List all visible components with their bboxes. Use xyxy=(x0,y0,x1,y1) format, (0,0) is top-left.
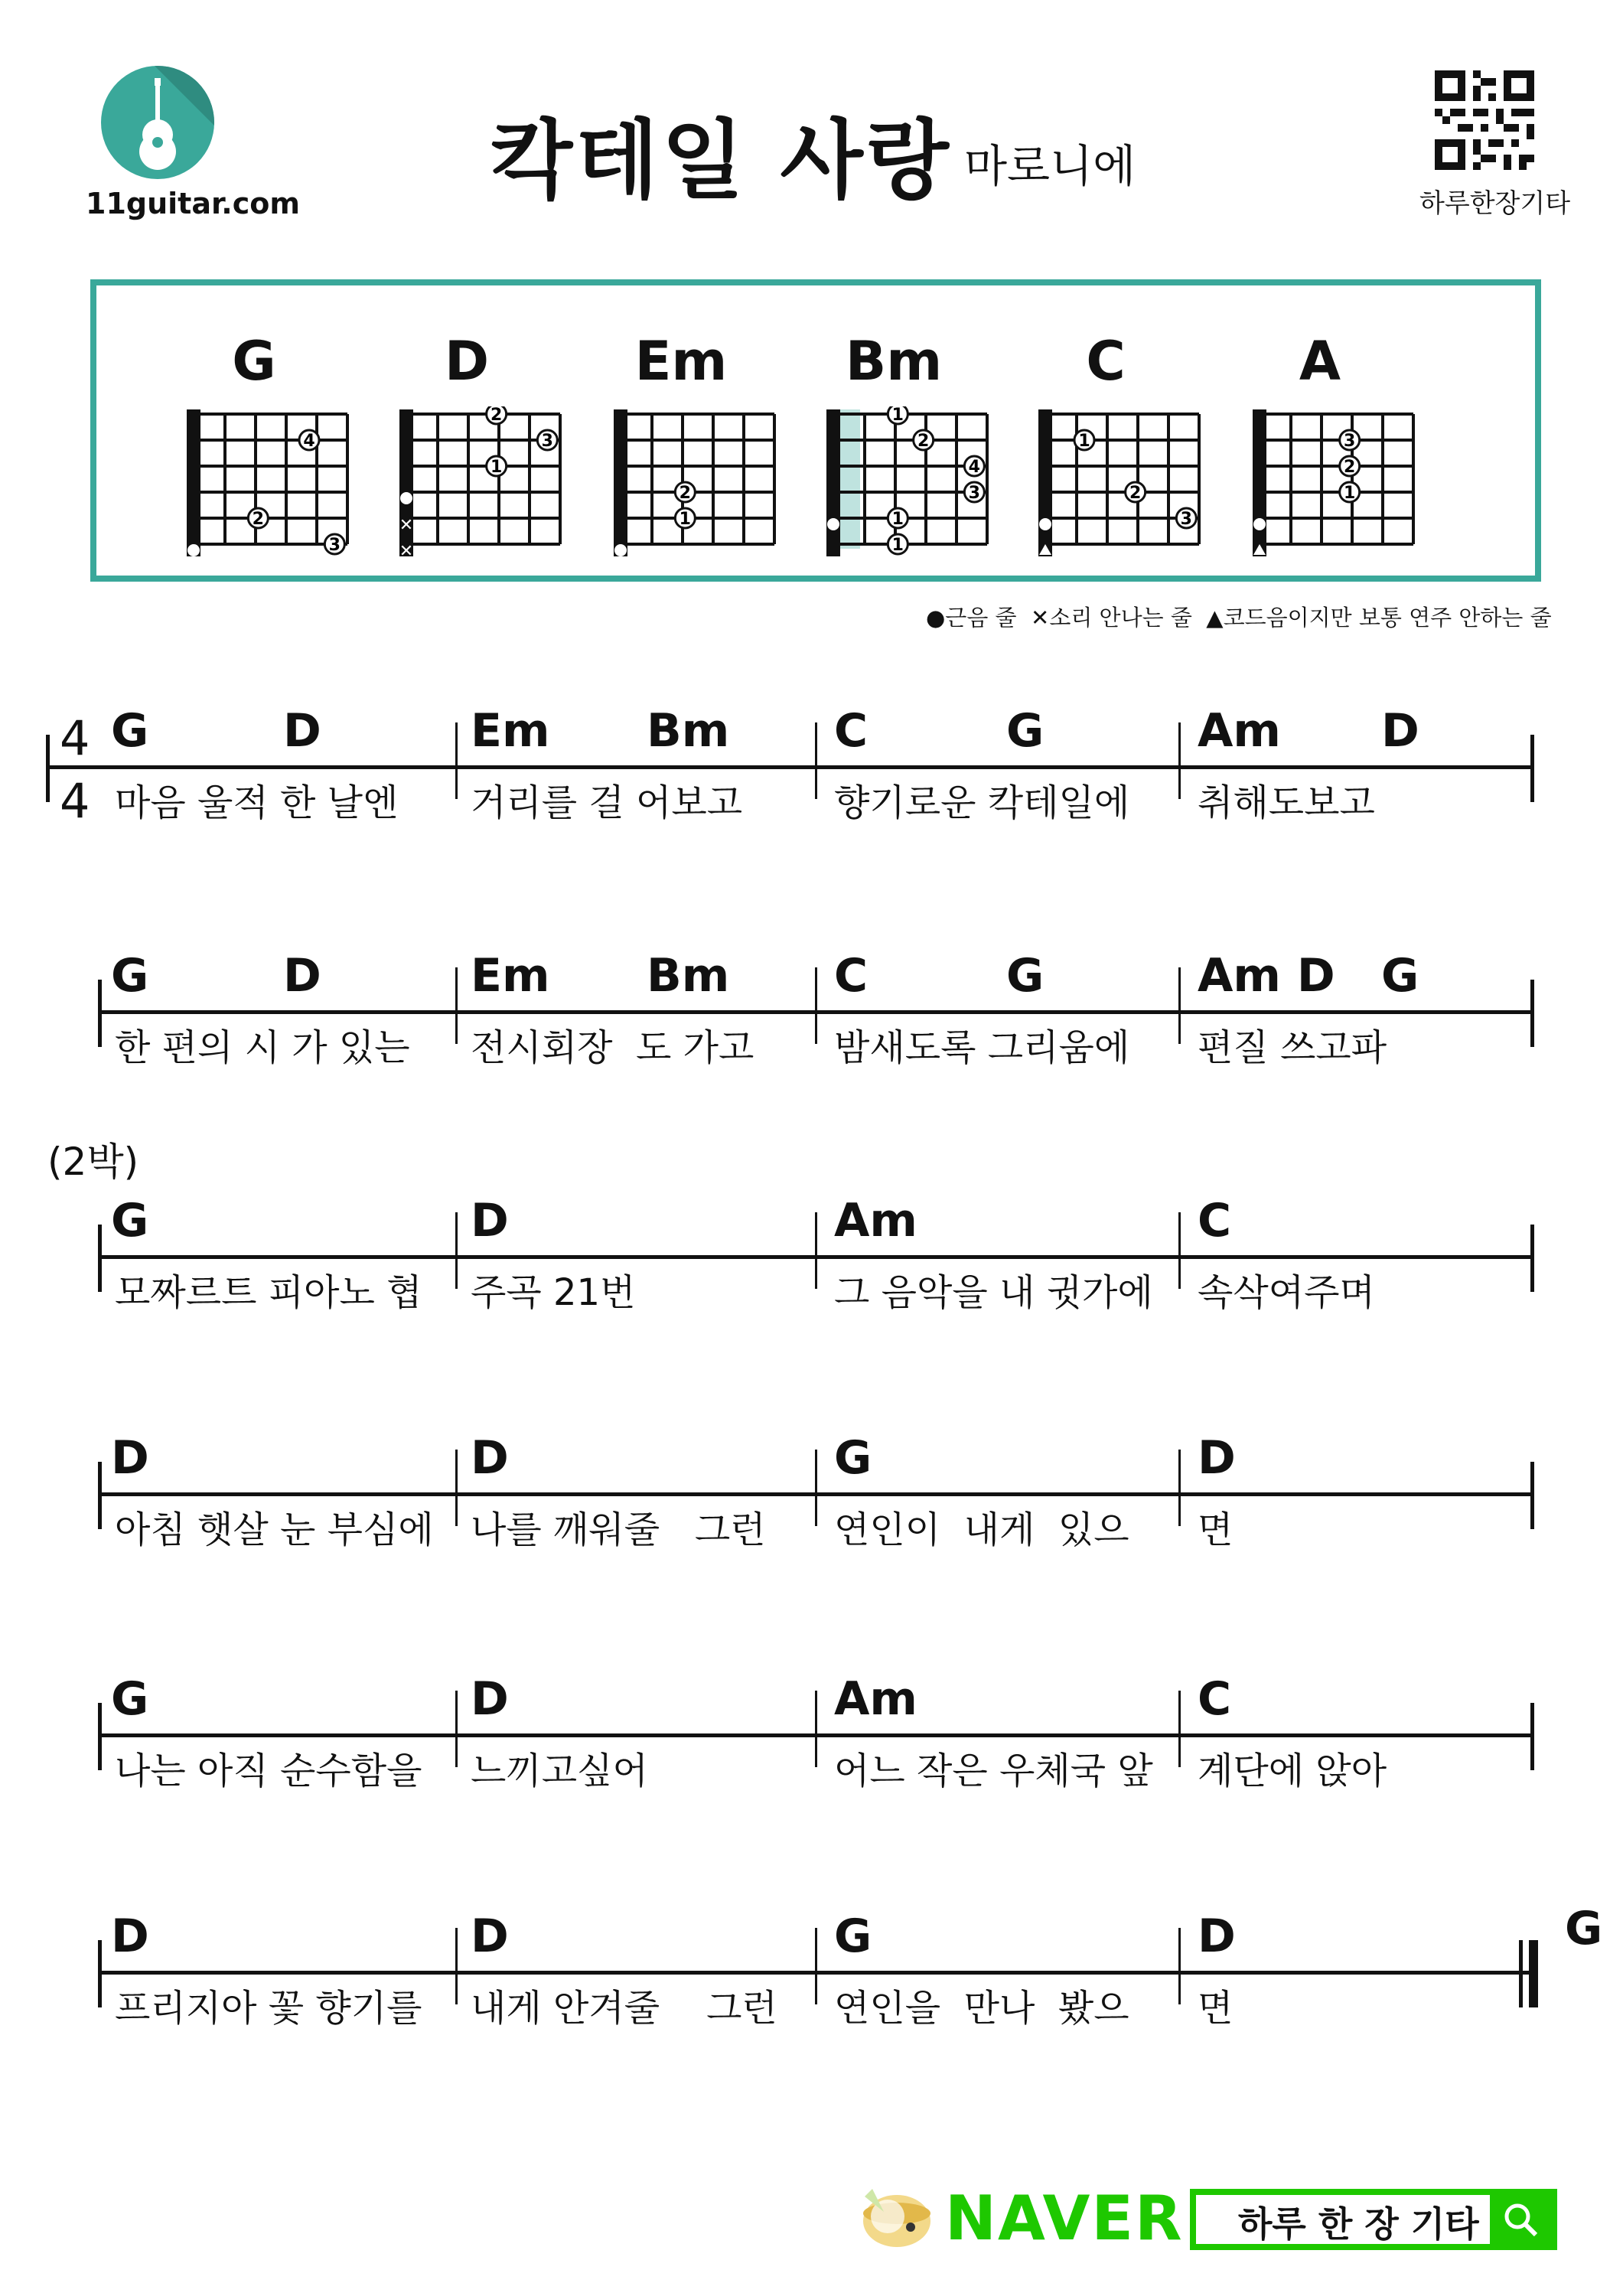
chord-symbol: D xyxy=(283,704,321,758)
chord-symbol: D xyxy=(111,1910,149,1963)
lyric-text: 주곡 21번 xyxy=(471,1271,636,1314)
chord-symbol: Am xyxy=(834,1194,917,1247)
chord-diagram-name: D xyxy=(444,330,490,393)
lyric-text: 그 음악을 내 귓가에 xyxy=(834,1271,1153,1314)
fretboard-grid xyxy=(1243,406,1427,575)
chord-symbol: C xyxy=(1198,1672,1232,1726)
chord-diagram-name: Em xyxy=(634,330,728,393)
lyric-text: 모짜르트 피아노 협 xyxy=(115,1271,422,1314)
svg-text:4: 4 xyxy=(968,458,980,477)
lyric-text: 한 편의 시 가 있는 xyxy=(115,1026,410,1069)
chord-diagram-name: C xyxy=(1086,330,1126,393)
chord-diagram-name: A xyxy=(1299,330,1341,393)
chord-symbol: G xyxy=(111,949,149,1003)
svg-text:2: 2 xyxy=(917,432,930,451)
svg-text:3: 3 xyxy=(968,484,980,503)
chord-diagram-bm xyxy=(817,330,1001,582)
svg-text:1: 1 xyxy=(891,536,904,555)
legend-optional: ▲코드음이지만 보통 연주 안하는 줄 xyxy=(1206,605,1552,631)
chord-diagram-c xyxy=(1029,330,1213,582)
lyric-text: 어느 작은 우체국 앞 xyxy=(834,1750,1153,1792)
chord-symbol: D xyxy=(471,1194,509,1247)
chord-symbol: G xyxy=(834,1431,872,1485)
lyric-text: 편질 쓰고파 xyxy=(1198,1026,1387,1069)
svg-text:1: 1 xyxy=(891,406,904,425)
qr-label: 하루한장기타 xyxy=(1419,188,1571,219)
chord-symbol: D xyxy=(471,1910,509,1963)
svg-text:1: 1 xyxy=(891,510,904,529)
svg-text:3: 3 xyxy=(1180,510,1192,529)
chord-symbol: Em xyxy=(471,949,550,1003)
svg-text:3: 3 xyxy=(328,536,341,555)
chord-symbol: G xyxy=(1381,949,1419,1003)
svg-text:1: 1 xyxy=(490,458,503,477)
chord-symbol: G xyxy=(1006,949,1045,1003)
svg-text:✕: ✕ xyxy=(399,516,414,535)
chord-symbol: G xyxy=(111,704,149,758)
lyric-text: 마음 울적 한 날엔 xyxy=(115,781,399,824)
guitar-icon xyxy=(101,66,214,179)
chord-symbol: D xyxy=(111,1431,149,1485)
lyric-text: 나를 깨워줄 그런 xyxy=(471,1508,766,1551)
legend xyxy=(926,601,1552,632)
lyric-text: 거리를 걸 어보고 xyxy=(471,781,743,824)
lyric-text: 취해도보고 xyxy=(1198,781,1375,824)
fretboard-grid xyxy=(817,406,1001,575)
chord-symbol: G xyxy=(1006,704,1045,758)
qr-code-icon xyxy=(1435,70,1534,170)
legend-root: ●근음 줄 xyxy=(926,605,1017,631)
chord-diagram-a xyxy=(1243,330,1427,582)
song-title: 칵테일 사랑 xyxy=(490,111,952,210)
site-logo xyxy=(101,66,214,179)
lyric-text: 전시회장 도 가고 xyxy=(471,1026,754,1069)
chord-symbol: G xyxy=(111,1194,149,1247)
chord-symbol: Am xyxy=(834,1672,917,1726)
svg-text:1: 1 xyxy=(1344,484,1356,503)
lyric-text: 프리지아 꽃 향기를 xyxy=(115,1987,422,2030)
chord-symbol: Bm xyxy=(647,704,730,758)
chord-symbol: Am D xyxy=(1198,949,1335,1003)
lyric-text: 밤새도록 그리움에 xyxy=(834,1026,1130,1069)
chord-symbol: D xyxy=(1381,704,1419,758)
lyric-text: 향기로운 칵테일에 xyxy=(834,781,1130,824)
chord-diagram-name: G xyxy=(232,330,276,393)
search-icon xyxy=(1490,2195,1551,2244)
svg-text:1: 1 xyxy=(1078,432,1090,451)
svg-text:2: 2 xyxy=(1344,458,1356,477)
svg-text:2: 2 xyxy=(252,510,264,529)
chord-diagram-d xyxy=(390,330,574,582)
chord-diagram-name: Bm xyxy=(845,330,943,393)
fretboard-grid xyxy=(390,406,574,575)
fretboard-grid xyxy=(178,406,361,575)
song-line xyxy=(46,934,1576,1087)
lyric-text: 속삭여주며 xyxy=(1198,1271,1375,1314)
lyric-text: 연인이 내게 있으 xyxy=(834,1508,1129,1551)
song-line xyxy=(46,1179,1576,1332)
fretboard-grid xyxy=(605,406,788,575)
chord-symbol: C xyxy=(1198,1194,1232,1247)
lyric-text: 내게 안겨줄 그런 xyxy=(471,1987,777,2030)
svg-text:✕: ✕ xyxy=(399,542,414,561)
svg-text:4: 4 xyxy=(303,432,315,451)
svg-text:3: 3 xyxy=(1344,432,1356,451)
chord-diagram-panel xyxy=(90,279,1541,582)
chord-symbol: Bm xyxy=(647,949,730,1003)
lyric-text: 느끼고싶어 xyxy=(471,1750,648,1792)
song-line xyxy=(46,689,1576,842)
naver-mascot-icon xyxy=(849,2166,941,2258)
lyric-text: 나는 아직 순수함을 xyxy=(115,1750,422,1792)
chord-diagram-em xyxy=(605,330,788,582)
beat-note: (2박) xyxy=(47,1140,139,1184)
time-signature-top: 4 xyxy=(60,710,90,766)
chord-symbol: C xyxy=(834,949,869,1003)
lyric-text: 면 xyxy=(1198,1987,1234,2030)
lyric-text: 면 xyxy=(1198,1508,1234,1551)
ending-chord: G xyxy=(1565,1902,1603,1955)
svg-text:2: 2 xyxy=(1129,484,1142,503)
lyric-text: 계단에 앉아 xyxy=(1198,1750,1387,1792)
svg-text:3: 3 xyxy=(541,432,553,451)
legend-muted: ✕소리 안나는 줄 xyxy=(1031,605,1192,631)
chord-symbol: Am xyxy=(1198,704,1281,758)
song-line xyxy=(46,1894,1603,2047)
svg-text:1: 1 xyxy=(679,510,691,529)
naver-search-query: 하루 한 장 기타 xyxy=(1238,2203,1479,2245)
chord-symbol: Em xyxy=(471,704,550,758)
chord-symbol: D xyxy=(1198,1431,1236,1485)
chord-symbol: D xyxy=(1198,1910,1236,1963)
chord-symbol: D xyxy=(471,1672,509,1726)
svg-text:2: 2 xyxy=(679,484,691,503)
chord-symbol: D xyxy=(471,1431,509,1485)
site-name: 11guitar.com xyxy=(86,187,300,220)
chord-symbol: G xyxy=(111,1672,149,1726)
chord-symbol: C xyxy=(834,704,869,758)
fretboard-grid xyxy=(1029,406,1213,575)
lyric-text: 아침 햇살 눈 부심에 xyxy=(115,1508,434,1551)
chord-symbol: D xyxy=(283,949,321,1003)
chord-symbol: G xyxy=(834,1910,872,1963)
song-line xyxy=(46,1657,1576,1810)
time-signature-bottom: 4 xyxy=(60,773,90,829)
naver-search-box[interactable] xyxy=(1190,2189,1557,2250)
naver-logo: NAVER xyxy=(945,2183,1184,2254)
naver-search-button[interactable] xyxy=(1490,2195,1551,2244)
lyric-text: 연인을 만나 봤으 xyxy=(834,1987,1129,2030)
artist-name: 마로니에 xyxy=(964,140,1136,192)
song-line xyxy=(46,1416,1576,1569)
svg-text:2: 2 xyxy=(490,406,503,425)
chord-diagram-g xyxy=(178,330,361,582)
